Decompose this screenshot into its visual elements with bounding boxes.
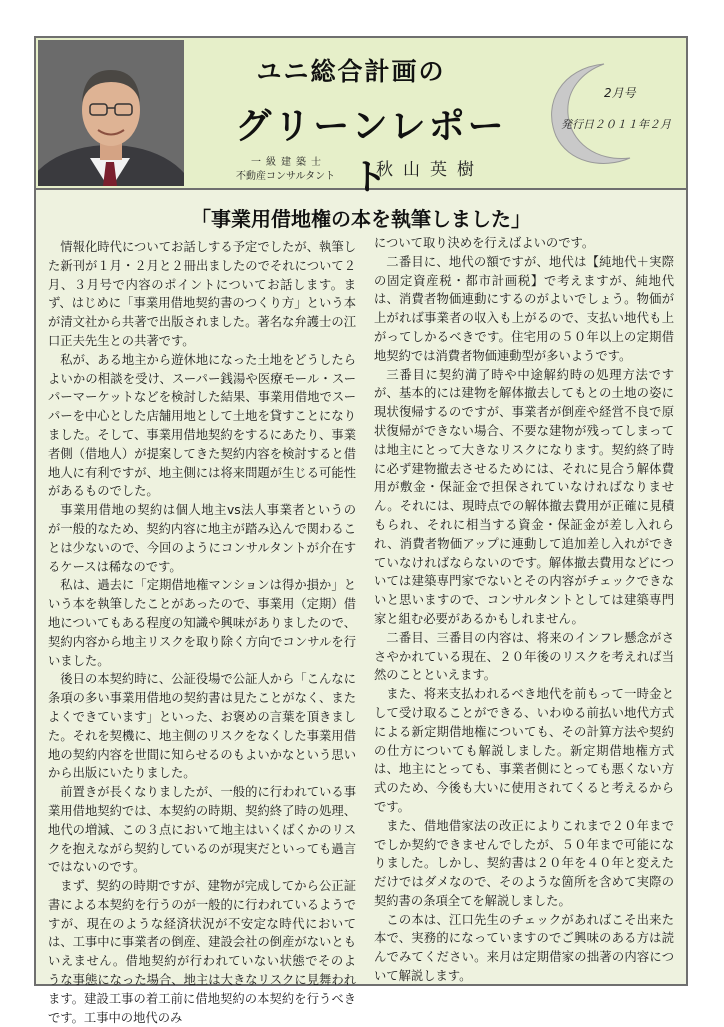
author-name: 秋山英樹: [376, 160, 484, 180]
newsletter-title: グリーンレポート: [235, 106, 507, 198]
issue-month: 2月号: [604, 86, 636, 100]
author-title-architect: 一級建築士: [251, 157, 326, 168]
paragraph: また、借地借家法の改正によりこれまで２０年まででしか契約できませんでしたが、５０年まで可能になりました。しかし、契約書は２０年を４０年と変えただけではダメなので、そのような箇所を含めて実際の契約書の条項全てを解説しました。: [374, 818, 674, 908]
article-title: 「事業用借地権の本を執筆しました」: [191, 207, 531, 231]
paragraph: この本は、江口先生のチェックがあればこそ出来た本で、実務的になっていますのでご興味のある方は読んでみてください。来月は定期借家の拙著の内容について解説します。: [374, 912, 674, 984]
newsletter-header: [36, 38, 686, 198]
paragraph: 三番目に契約満了時や中途解約時の処理方法ですが、基本的には建物を解体撤去してもとの土地の姿に現状復帰するのですが、事業者が倒産や経営不良で原状復帰ができない場合、不要な建物が残ってしまっては地主にとって大きなリスクになります。契約終了時に必ず建物撤去させるためには、それに見合う解体費用が敷金・保証金で担保されていなければなりません。それには、現時点での解体撤去費用が正確に見積もられ、それに相当する資金・保証金が差し入れられ、消費者物価アップに連動して追加差し入れができていなければならないのです。解体撤去費用などについては建築専門家でないとその内容がチェックできないと思いますので、コンサルタントとしては建築専門家と組む必要があるかもしれません。: [374, 367, 674, 626]
paragraph: 私は、過去に「定期借地権マンションは得か損か」という本を執筆したことがあったので、事業用（定期）借地についてもある程度の知識や興味がありましたので、契約内容から地主リスクを取り除く方向でコンサルを行いました。: [48, 578, 356, 668]
author-photo: [38, 40, 184, 186]
article-column-left: [48, 238, 356, 1027]
article-column-right: [374, 234, 674, 986]
paragraph: について取り決めを行えばよいのです。: [374, 236, 595, 250]
newsletter-frame: [34, 36, 688, 1025]
paragraph: 情報化時代についてお話しする予定でしたが、執筆した新刊が１月・２月と２冊出ましたのでそれについて２月、３月号で内容のポイントについてお話します。まず、はじめに「事業用借地契約書のつくり方」という本が清文社から共著で出版されました。著名な弁護士の江口正夫先生との共著です。: [48, 240, 356, 348]
paragraph: 私が、ある地主から遊休地になった土地をどうしたらよいかの相談を受け、スーパー銭湯や医療モール・スーパーマーケットなどを検討した結果、事業用借地でスーパーを中心とした店舗用地として土地を貸すことになりました。そして、事業用借地契約をするにあたり、事業者側（借地人）が提案してきた契約内容を検討すると借地人に有利ですが、地主側には将来問題が生じる可能性があるものでした。: [48, 352, 356, 499]
paragraph: 二番目、三番目の内容は、将来のインフレ懸念がささやかれている現在、２０年後のリスクを考えれば当然のことといえます。: [374, 630, 674, 683]
issue-date: 発行日２０１１年２月: [561, 118, 671, 131]
author-title-consultant: 不動産コンサルタント: [236, 171, 336, 182]
paragraph: 二番目に、地代の額ですが、地代は【純地代＋実際の固定資産税・都市計画税】で考えますが、純地代は、消費者物価連動にするのがよいでしょう。物価が上がれば事業者の収入も上がるので、支払い地代も上がってしかるべきです。住宅用の５０年以上の定期借地契約では消費者物価連動型が多いようです。: [374, 254, 674, 363]
paragraph: 前置きが長くなりましたが、一般的に行われている事業用借地契約では、本契約の時期、契約終了時の処理、地代の増減、この３点において地主はいくばくかのリスクを抱えながら契約しているのが現実だといっても過言ではないのです。: [48, 785, 356, 875]
paragraph: 後日の本契約時に、公証役場で公証人から「こんなに条項の多い事業用借地の契約書は見たことがなく、またよくできています」といった、お褒めの言葉を頂きました。それを契機に、地主側のリスクをなくした事業用借地の契約内容を世間に知らせるのもよいかなという思いから出版にいたりました。: [48, 672, 356, 781]
paragraph: また、将来支払われるべき地代を前もって一時金として受け取ることができる、いわゆる前払い地代方式による新定期借地権についても、その計算方法や契約の仕方についても解説しました。新定期借地権方式は、地主にとっても、事業者側にとっても悪くない方式のため、今後も大いに使用されてくると考えるからです。: [374, 687, 674, 814]
newsletter-subtitle: ユニ総合計画の: [256, 57, 446, 86]
paragraph: 事業用借地の契約は個人地主vs法人事業者というのが一般的なため、契約内容に地主が踏み込んで関わることは少ないので、今回のようにコンサルタントが介在するケースは稀なのです。: [48, 503, 356, 574]
author-portrait-icon: [38, 40, 184, 186]
paragraph: まず、契約の時期ですが、建物が完成してから公正証書による本契約を行うのが一般的に行われているようですが、現在のような経済状況が不安定な時代においては、工事中に事業者の倒産、建設会社の倒産がないともいえません。借地契約が行われていない状態でそのような事態になった場合、地主は大きなリスクに見舞われます。建設工事の着工前に借地契約の本契約を行うべきです。工事中の地代のみ: [48, 879, 356, 1025]
